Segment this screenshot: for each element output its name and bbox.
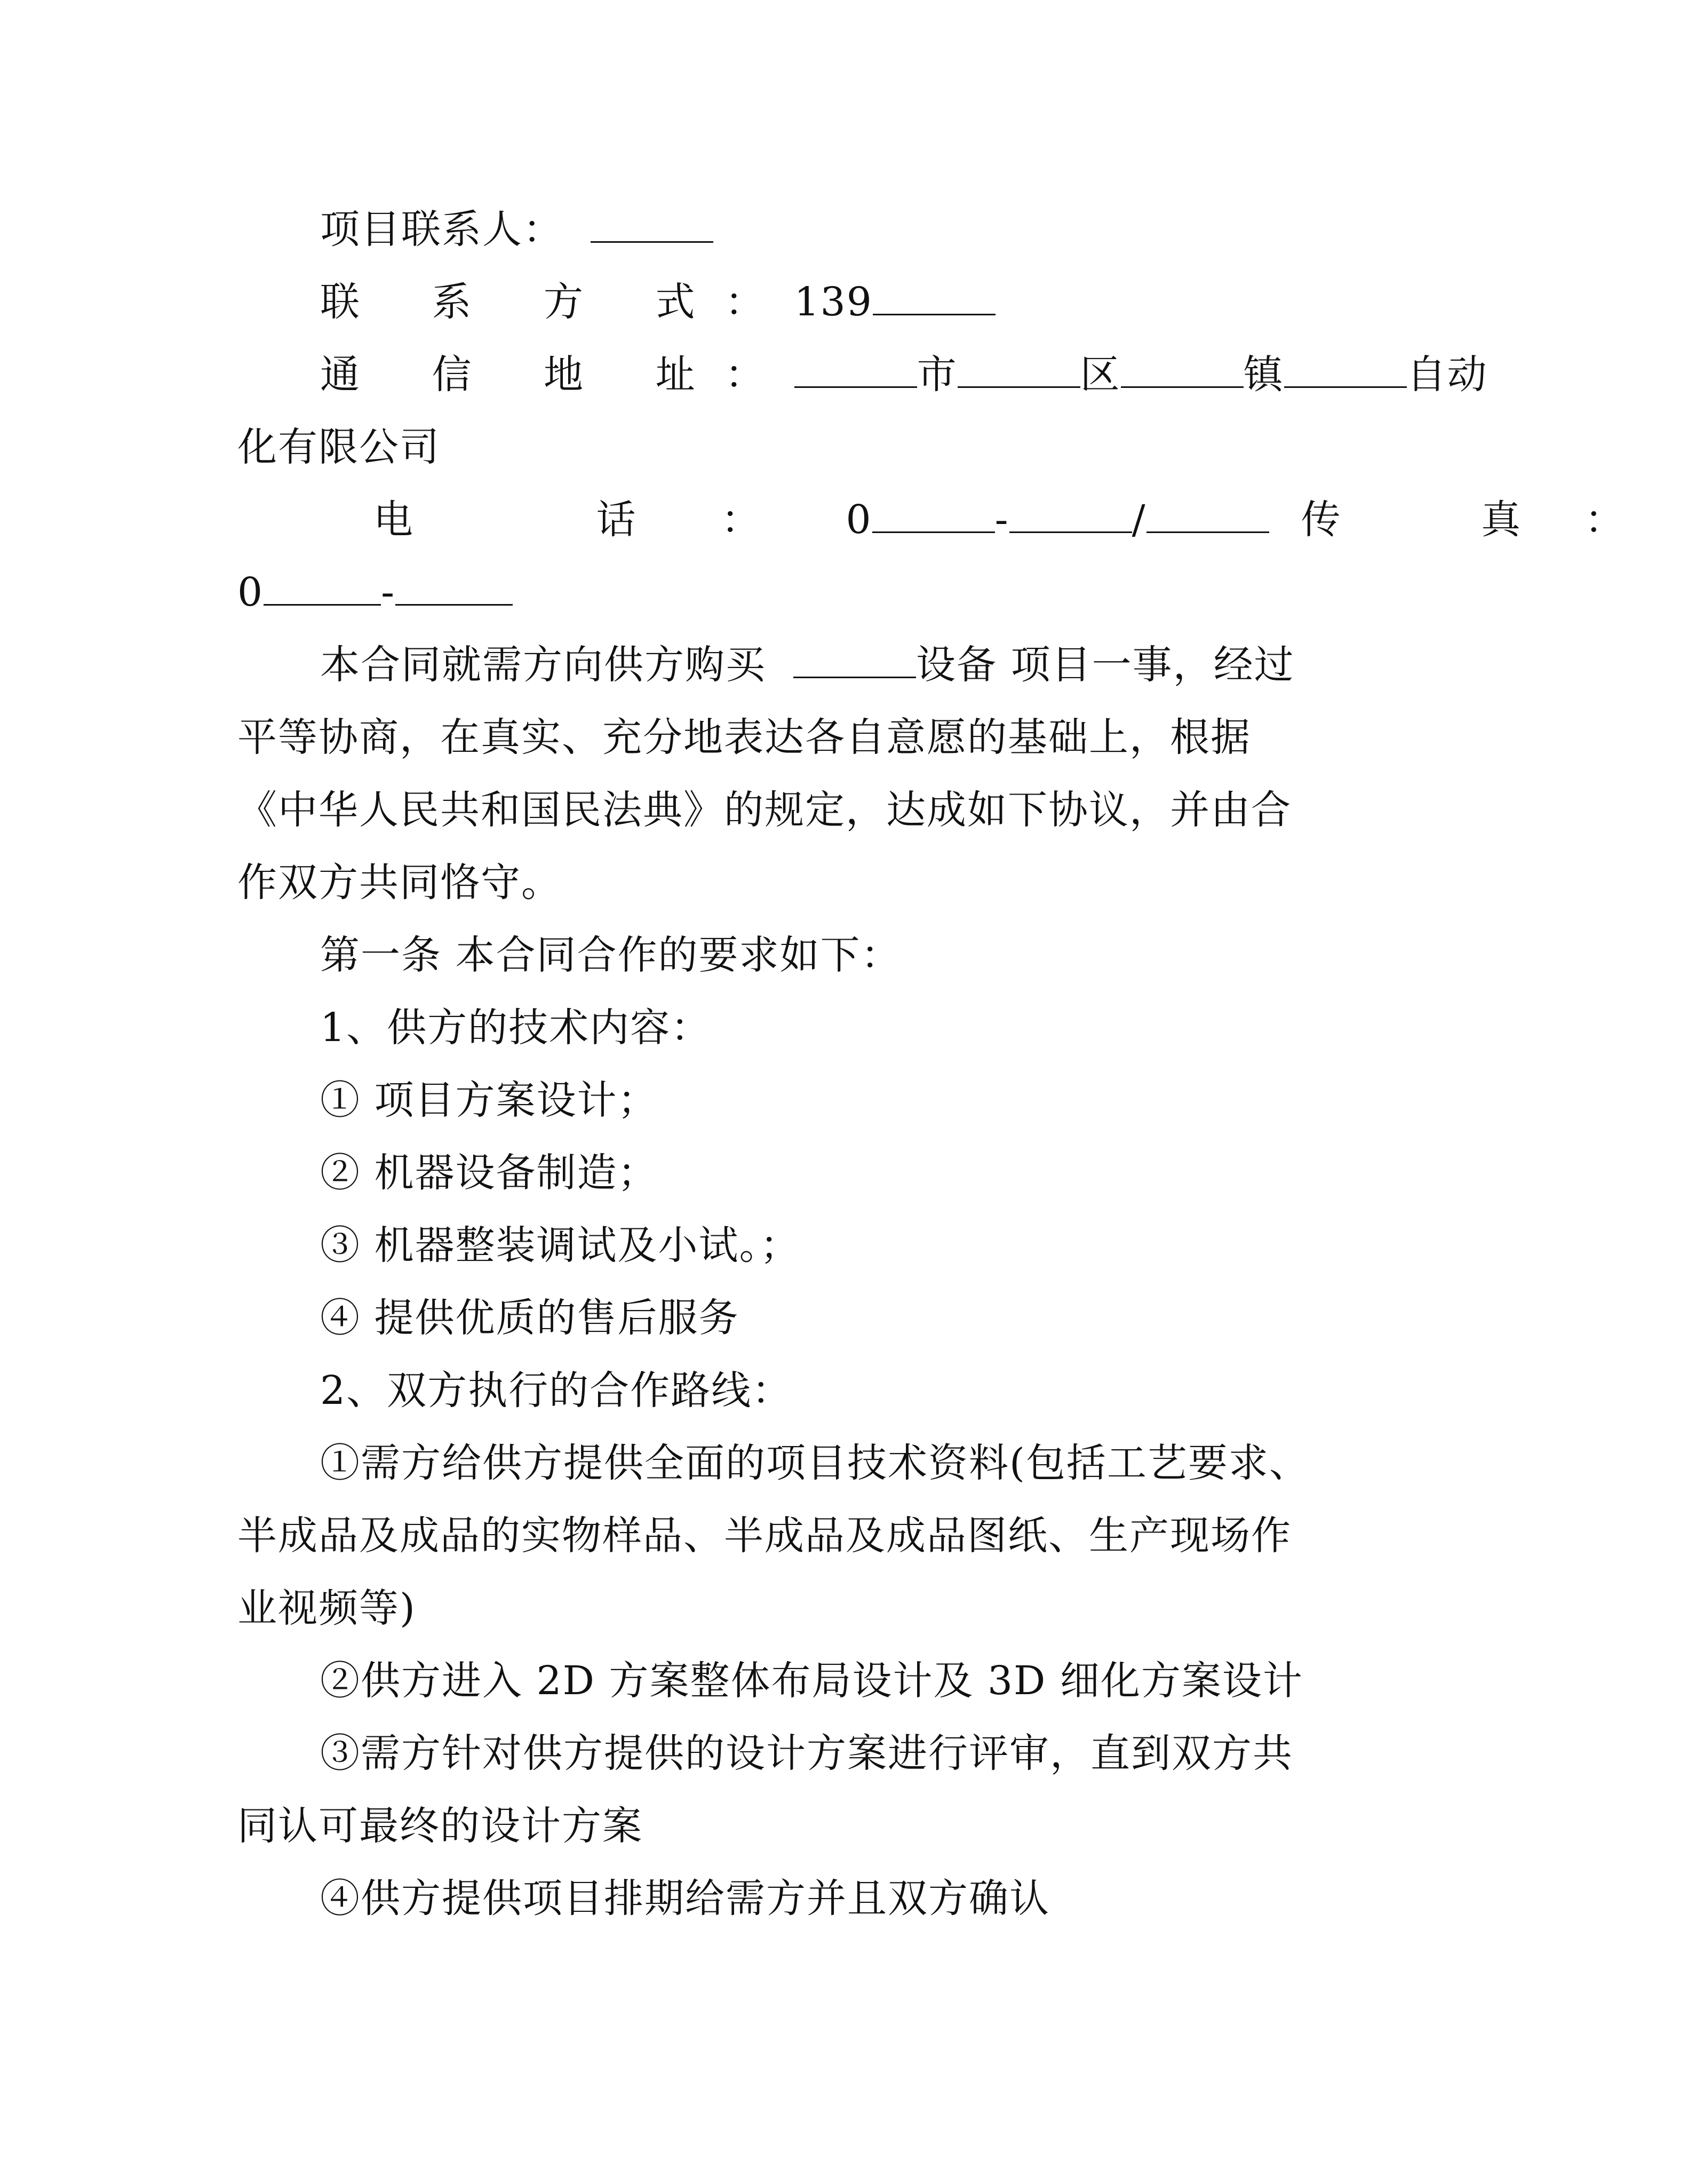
tel-prefix: 0: [846, 497, 872, 543]
tel-number-blank: [1009, 496, 1132, 533]
route-1-line-3: 业视频等): [237, 1585, 416, 1631]
fax-label: 传 真：: [1301, 497, 1688, 543]
tel-area-blank: [872, 496, 995, 533]
address-company-blank: [1284, 351, 1407, 388]
route-3-line-1: ③需方针对供方提供的设计方案进行评审，直到双方共: [320, 1730, 1293, 1776]
contact-phone-line: [320, 276, 996, 328]
address-district: 区: [1080, 352, 1121, 398]
route-2: ②供方进入 2D 方案整体布局设计及 3D 细化方案设计: [320, 1658, 1303, 1704]
contact-company-line: [237, 422, 440, 473]
address-town: 镇: [1243, 352, 1284, 398]
section-2-title: 2、双方执行的合作路线：: [320, 1368, 793, 1413]
contact-tel-line: [373, 494, 1688, 545]
intro-line-2: 平等协商，在真实、充分地表达各自意愿的基础上，根据: [237, 714, 1251, 760]
contact-person-line: [320, 204, 713, 255]
intro-line-3: 《中华人民共和国民法典》的规定，达成如下协议，并由合: [237, 787, 1292, 833]
section-1-item-4: ④ 提供优质的售后服务: [320, 1295, 739, 1341]
section-1-item-1: ① 项目方案设计；: [320, 1077, 658, 1123]
address-city: 市: [917, 352, 958, 398]
intro-line-1a: 本合同就需方向供方购买: [320, 642, 766, 688]
address-company: 化有限公司: [237, 424, 440, 470]
contact-address-line: [320, 349, 1488, 400]
contact-address-label: 通 信 地 址：: [320, 352, 794, 398]
contact-phone-blank: [873, 279, 996, 315]
intro-line-4: 作双方共同恪守。: [237, 860, 562, 906]
article-1-title: 第一条 本合同合作的要求如下：: [320, 932, 902, 978]
section-1-item-2: ② 机器设备制造；: [320, 1150, 658, 1196]
fax-prefix: 0: [237, 569, 264, 615]
contact-phone-value: 139: [794, 279, 873, 325]
contact-person-blank: [591, 206, 713, 243]
tel-slash: /: [1132, 497, 1146, 543]
intro-line-1b: 设备 项目一事，经过: [916, 642, 1295, 688]
fax-area-blank: [264, 569, 381, 606]
intro-line-1: [320, 639, 1295, 690]
tel-ext-blank: [1146, 496, 1269, 533]
address-city-blank: [794, 351, 917, 388]
section-1-item-3: ③ 机器整装调试及小试。；: [320, 1222, 801, 1268]
route-1-line-1: ①需方给供方提供全面的项目技术资料(包括工艺要求、: [320, 1440, 1310, 1486]
route-1-line-2: 半成品及成品的实物样品、半成品及成品图纸、生产现场作: [237, 1513, 1292, 1559]
fax-dash: -: [381, 569, 396, 615]
contact-person-label: 项目联系人：: [320, 207, 563, 252]
tel-label: 电 话：: [373, 497, 846, 543]
address-town-blank: [1121, 351, 1244, 388]
contact-phone-label: 联 系 方 式：: [320, 279, 794, 325]
contact-fax-line: [237, 567, 513, 618]
route-3-line-2: 同认可最终的设计方案: [237, 1803, 643, 1849]
route-4: ④供方提供项目排期给需方并且双方确认: [320, 1876, 1050, 1921]
equipment-name-blank: [793, 641, 916, 678]
address-suffix: 自动: [1406, 352, 1488, 398]
section-1-title: 1、供方的技术内容：: [320, 1005, 712, 1051]
address-district-blank: [958, 351, 1080, 388]
fax-number-blank: [395, 569, 513, 606]
tel-dash: -: [994, 497, 1009, 543]
